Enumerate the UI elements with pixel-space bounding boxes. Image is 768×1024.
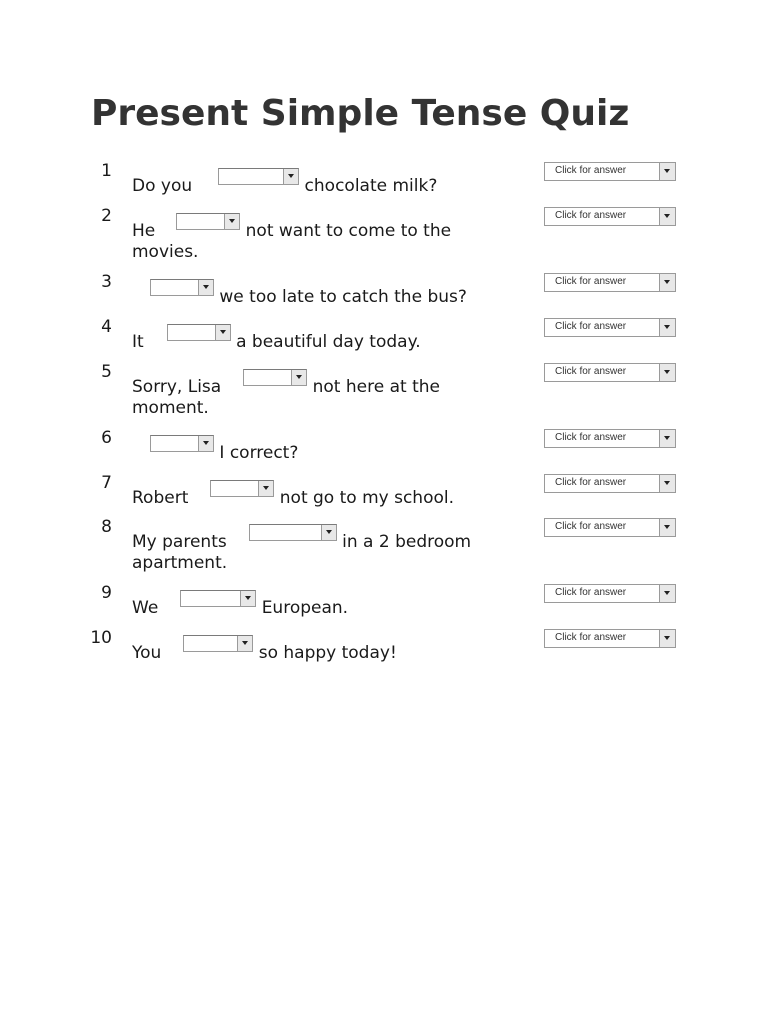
question-number: 9 [101,583,112,603]
chevron-down-icon [258,481,273,496]
question-text-after: in a 2 bedroom apartment. [132,532,472,573]
blank-dropdown[interactable] [150,279,214,296]
chevron-down-icon [224,214,239,229]
page-title: Present Simple Tense Quiz [91,93,630,134]
question-text-after: not here at the moment. [132,377,440,418]
blank-dropdown[interactable] [183,635,253,652]
question-text-after: not go to my school. [279,488,455,508]
answer-dropdown[interactable] [544,629,676,648]
question-text-before: It [132,332,144,352]
chevron-down-icon [198,436,213,451]
question-text-after: so happy today! [258,643,397,663]
blank-dropdown[interactable] [210,480,274,497]
question-text-before: Do you [132,176,193,196]
question-text [132,279,492,308]
chevron-down-icon [659,364,675,381]
answer-dropdown-label: Click for answer [555,521,627,532]
question-number: 1 [101,161,112,181]
answer-dropdown-label: Click for answer [555,366,627,377]
question-text-before: Robert [132,488,189,508]
question-text-after: not want to come to the movies. [132,221,452,262]
answer-dropdown-label: Click for answer [555,587,627,598]
answer-dropdown-label: Click for answer [555,632,627,643]
question-text-before: He [132,221,156,241]
chevron-down-icon [659,430,675,447]
question-text-after: I correct? [219,443,299,463]
question-text [132,435,492,464]
question-number: 8 [101,517,112,537]
answer-dropdown-label: Click for answer [555,321,627,332]
chevron-down-icon [659,163,675,180]
question-text-before: Sorry, Lisa [132,377,222,397]
answer-dropdown-label: Click for answer [555,165,627,176]
question-text-after: European. [261,598,349,618]
answer-dropdown[interactable] [544,363,676,382]
question-number: 3 [101,272,112,292]
chevron-down-icon [198,280,213,295]
blank-dropdown[interactable] [150,435,214,452]
answer-dropdown[interactable] [544,207,676,226]
question-number: 7 [101,473,112,493]
blank-dropdown[interactable] [167,324,231,341]
chevron-down-icon [659,585,675,602]
question-text-before: We [132,598,159,618]
chevron-down-icon [215,325,230,340]
chevron-down-icon [659,208,675,225]
question-text [132,480,492,509]
question-number: 2 [101,206,112,226]
question-text [132,213,492,263]
answer-dropdown-label: Click for answer [555,276,627,287]
answer-dropdown[interactable] [544,162,676,181]
answer-dropdown[interactable] [544,429,676,448]
question-text [132,324,492,353]
chevron-down-icon [659,274,675,291]
answer-dropdown[interactable] [544,518,676,537]
question-number: 6 [101,428,112,448]
answer-dropdown-label: Click for answer [555,432,627,443]
question-text [132,369,492,419]
answer-dropdown[interactable] [544,273,676,292]
blank-dropdown[interactable] [218,168,299,185]
chevron-down-icon [283,169,298,184]
question-text [132,524,492,574]
chevron-down-icon [659,519,675,536]
question-number: 4 [101,317,112,337]
question-text-before: You [132,643,162,663]
question-number: 10 [90,628,112,648]
question-text [132,590,492,619]
blank-dropdown[interactable] [243,369,307,386]
chevron-down-icon [659,475,675,492]
chevron-down-icon [291,370,306,385]
chevron-down-icon [321,525,336,540]
chevron-down-icon [237,636,252,651]
question-text [132,168,492,197]
blank-dropdown[interactable] [176,213,240,230]
blank-dropdown[interactable] [180,590,256,607]
answer-dropdown-label: Click for answer [555,210,627,221]
question-text-after: chocolate milk? [304,176,438,196]
question-text-before: My parents [132,532,227,552]
question-text-after: we too late to catch the bus? [219,287,467,307]
answer-dropdown[interactable] [544,474,676,493]
answer-dropdown-label: Click for answer [555,477,627,488]
question-number: 5 [101,362,112,382]
chevron-down-icon [240,591,255,606]
blank-dropdown[interactable] [249,524,337,541]
chevron-down-icon [659,630,675,647]
answer-dropdown[interactable] [544,318,676,337]
question-text-after: a beautiful day today. [236,332,421,352]
question-text [132,635,492,664]
chevron-down-icon [659,319,675,336]
answer-dropdown[interactable] [544,584,676,603]
